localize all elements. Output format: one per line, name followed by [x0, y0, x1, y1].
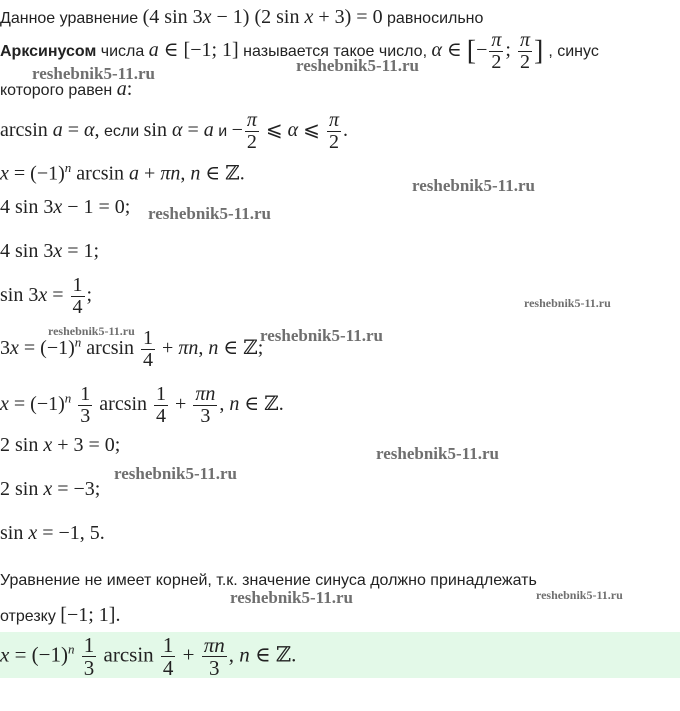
- watermark: reshebnik5-11.ru: [32, 64, 155, 83]
- definition-a: a:: [116, 78, 133, 100]
- definition-text-1: числа: [100, 43, 145, 61]
- watermark: reshebnik5-11.ru: [296, 56, 419, 75]
- watermark: reshebnik5-11.ru: [48, 324, 135, 338]
- watermark: reshebnik5-11.ru: [148, 204, 271, 223]
- definition-term: Арксинусом: [0, 43, 97, 61]
- watermark: reshebnik5-11.ru: [114, 464, 237, 483]
- equation-2: 4 sin 3x = 1;: [0, 240, 100, 262]
- intro-line: [0, 6, 483, 29]
- arcsin-definition: arcsin a = α, если sin α = a и − $\frac{\pi}{2}$ ⩽ α ⩽ $\frac{\pi}{2}$ .: [0, 109, 348, 153]
- watermark: reshebnik5-11.ru: [230, 588, 353, 607]
- remark-line-2: отрезку [−1; 1].: [0, 604, 121, 626]
- remark-line-1: Уравнение не имеет корней, т.к. значение синуса должно принадлежать: [0, 572, 537, 589]
- equation-4: $3x = (-1)^n$ arcsin $\frac{1}{4}$ + πn, n ∈ ℤ;: [0, 327, 264, 371]
- intro-suffix: равносильно: [387, 10, 484, 27]
- definition-text-5: если: [104, 123, 140, 141]
- intro-text: Данное уравнение: [0, 10, 139, 27]
- equation-6: 2 sin x + 3 = 0;: [0, 434, 121, 456]
- watermark: reshebnik5-11.ru: [376, 444, 499, 463]
- remark-text-2: отрезку: [0, 608, 56, 625]
- intro-equation: (4 sin 3x − 1) (2 sin x + 3) = 0: [142, 6, 383, 28]
- watermark: reshebnik5-11.ru: [260, 326, 383, 345]
- equation-5: $x = (-1)^n$ $\frac{1}{3}$ arcsin $\frac{1}{4}$ + $\frac{\pi n}{3}$ , n ∈ ℤ.: [0, 383, 284, 427]
- final-answer: $x = (-1)^n$ $\frac{1}{3}$ arcsin $\frac{1}{4}$ + $\frac{\pi n}{3}$ , n ∈ ℤ.: [0, 633, 297, 681]
- definition-domain: a ∈ [−1; 1]: [148, 39, 239, 62]
- general-formula: $x = (-1)^n$ arcsin a + πn, n ∈ ℤ.: [0, 160, 245, 185]
- definition-text-6: и: [218, 123, 228, 141]
- watermark: reshebnik5-11.ru: [412, 176, 535, 195]
- equation-8: sin x = −1, 5.: [0, 522, 105, 544]
- definition-text-3: , синус: [548, 43, 599, 61]
- definition-text-2: называется такое число,: [243, 43, 428, 61]
- watermark: reshebnik5-11.ru: [524, 296, 611, 310]
- equation-7: 2 sin x = −3;: [0, 478, 101, 500]
- definition-range: α ∈ [− $\frac{\pi}{2}$ ; $\frac{\pi}{2}$ ]: [431, 29, 544, 73]
- watermark: reshebnik5-11.ru: [536, 588, 623, 602]
- equation-1: 4 sin 3x − 1 = 0;: [0, 196, 131, 218]
- definition-text-4: которого равен: [0, 82, 113, 99]
- equation-3: sin 3x = $\frac{1}{4}$ ;: [0, 274, 93, 318]
